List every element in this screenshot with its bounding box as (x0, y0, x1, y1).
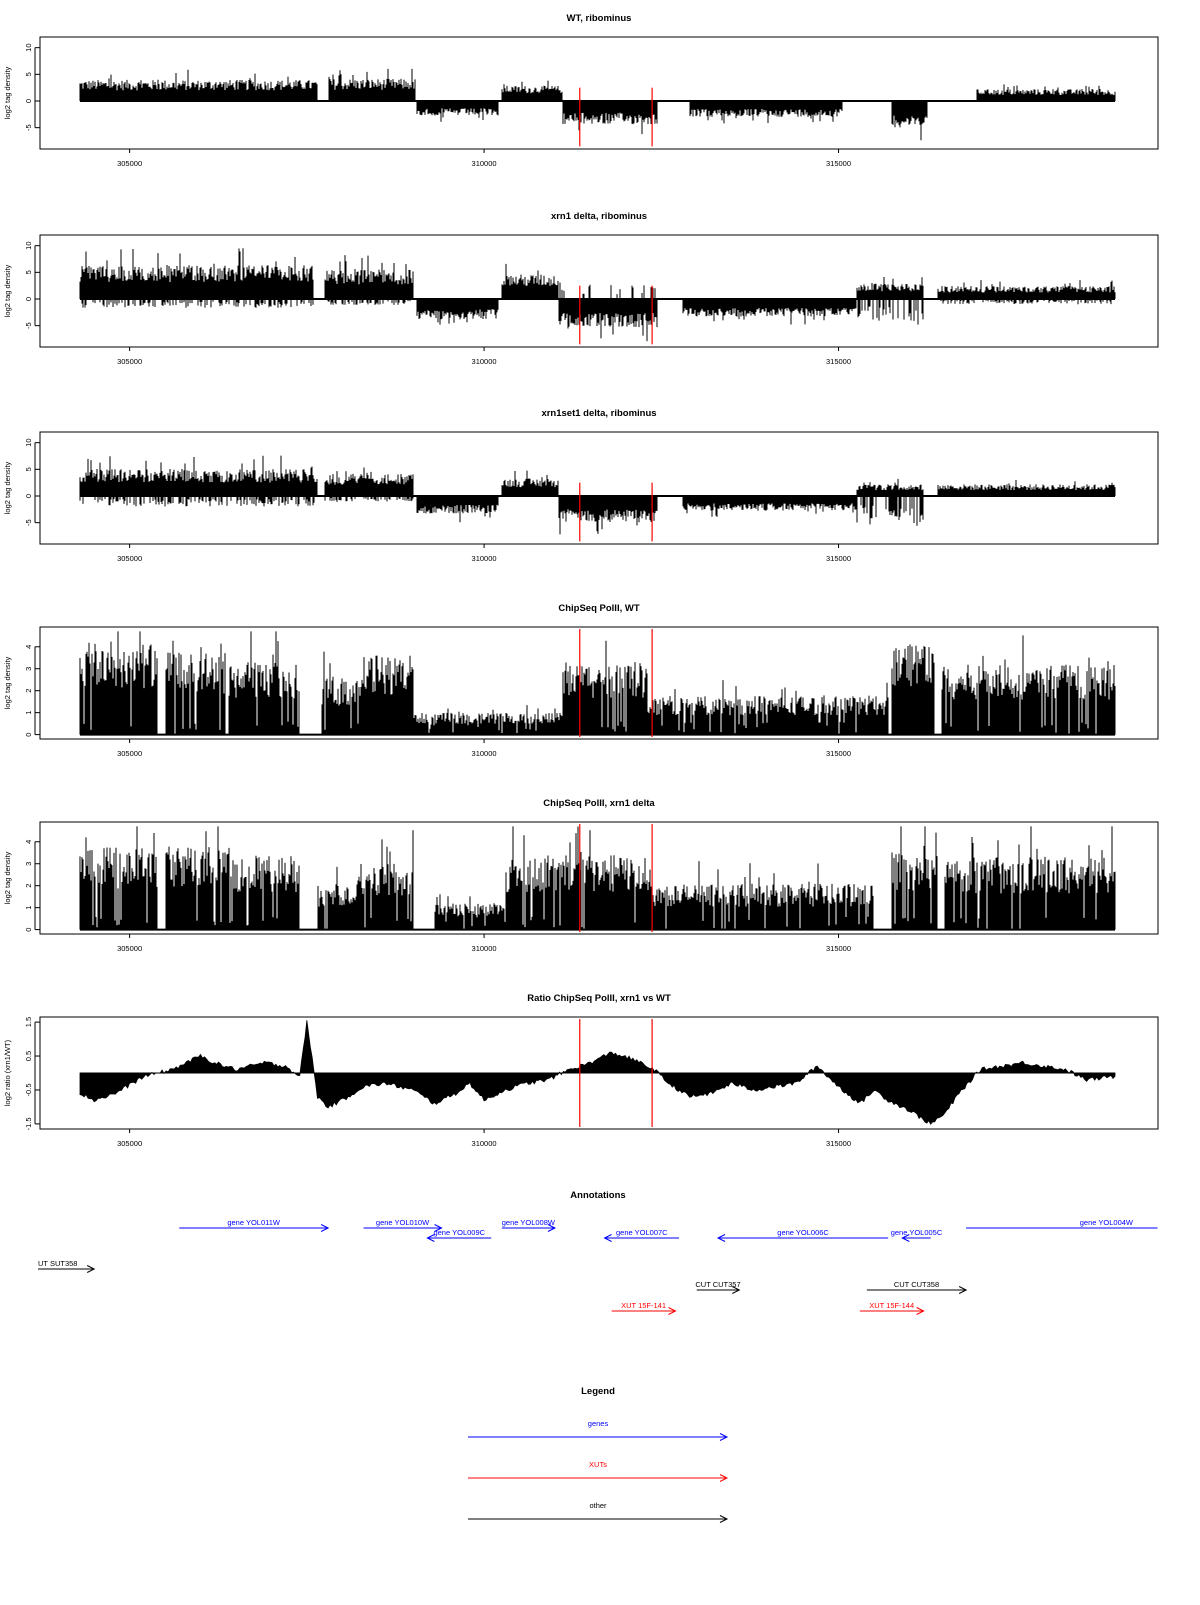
x-tick-label: 310000 (471, 554, 497, 563)
panel-1 (3, 13, 1158, 168)
annotation-label: gene YOL010W (375, 1218, 430, 1227)
signal-series (80, 631, 1115, 734)
y-tick-label: 0 (24, 927, 33, 932)
x-tick-label: 315000 (826, 1139, 852, 1148)
panel-3 (3, 408, 1158, 563)
y-tick-label: 3 (24, 861, 33, 866)
y-tick-label: -1.5 (24, 1117, 33, 1131)
annotation-gene-yol005c (891, 1228, 943, 1242)
y-tick-label: 0 (24, 493, 33, 499)
legend-title: Legend (581, 1386, 615, 1397)
y-tick-label: 0.5 (24, 1050, 33, 1062)
x-tick-label: 305000 (117, 554, 143, 563)
annotation-xut-15f-144 (860, 1301, 924, 1315)
y-tick-label: -5 (24, 322, 33, 330)
annotation-gene-yol011w (179, 1218, 328, 1232)
y-tick-label: 10 (24, 43, 33, 52)
annotation-label: XUT 15F-144 (869, 1301, 915, 1310)
signal-bars (80, 631, 1115, 734)
x-tick-label: 315000 (826, 357, 852, 366)
y-tick-label: 2 (24, 883, 33, 888)
panel-2 (3, 211, 1158, 366)
x-tick-label: 305000 (117, 944, 143, 953)
annotation-xut-15f-141 (612, 1301, 676, 1315)
signal-bars (80, 69, 1115, 140)
x-tick-label: 315000 (826, 749, 852, 758)
x-tick-label: 310000 (471, 749, 497, 758)
annotation-label: gene YOL005C (890, 1228, 943, 1237)
x-tick-label: 315000 (826, 159, 852, 168)
annotation-label: gene YOL009C (433, 1228, 486, 1237)
annotation-gene-yol007c (605, 1228, 679, 1242)
y-axis-label: log2 ratio (xrn1/WT) (3, 1039, 12, 1107)
y-axis-label: log2 tag density (3, 461, 12, 515)
signal-bars (80, 456, 1115, 535)
x-tick-label: 315000 (826, 944, 852, 953)
y-tick-label: 5 (24, 270, 33, 275)
panel-title: ChipSeq PolII, WT (558, 603, 640, 614)
panel-title: xrn1set1 delta, ribominus (541, 408, 657, 419)
panel-title: ChipSeq PolII, xrn1 delta (543, 798, 655, 809)
panel-title: WT, ribominus (566, 13, 632, 24)
signal-series (80, 69, 1115, 140)
annotation-gene-yol009c (427, 1228, 491, 1242)
x-tick-label: 305000 (117, 749, 143, 758)
legend-item-gene (468, 1419, 727, 1441)
annotation-gene-yol008w (502, 1218, 556, 1232)
annotation-cut-cut358 (867, 1280, 966, 1294)
signal-series (80, 456, 1115, 535)
signal-bars (80, 826, 1115, 929)
y-tick-label: 0 (24, 732, 33, 737)
y-tick-label: 0 (24, 296, 33, 302)
y-axis-label: log2 tag density (3, 264, 12, 318)
x-tick-label: 305000 (117, 1139, 143, 1148)
legend-panel (468, 1386, 727, 1523)
panel-title: xrn1 delta, ribominus (550, 211, 648, 222)
ratio-series (80, 1020, 1115, 1124)
ratio-area (80, 1020, 1115, 1124)
y-tick-label: 1 (24, 710, 33, 715)
y-axis-label: log2 tag density (3, 851, 12, 905)
legend-label: genes (587, 1419, 609, 1428)
y-tick-label: 5 (24, 72, 33, 77)
y-tick-label: 10 (24, 241, 33, 250)
y-tick-label: 1 (24, 905, 33, 910)
y-tick-label: 5 (24, 467, 33, 472)
y-tick-label: 3 (24, 666, 33, 671)
y-tick-label: 0 (24, 98, 33, 104)
panel-6 (3, 993, 1158, 1148)
annotation-label: CUT CUT357 (695, 1280, 741, 1289)
y-tick-label: 4 (24, 839, 33, 844)
y-tick-label: 10 (24, 438, 33, 447)
x-tick-label: 305000 (117, 159, 143, 168)
legend-item-other (468, 1501, 727, 1523)
x-tick-label: 310000 (471, 944, 497, 953)
annotation-gene-yol006c (718, 1228, 888, 1242)
signal-series (80, 248, 1115, 341)
annotation-gene-yol004w (966, 1218, 1157, 1228)
panel-5 (3, 798, 1158, 953)
annotation-label: UT SUT358 (38, 1259, 78, 1268)
y-tick-label: 2 (24, 688, 33, 693)
signal-bars (80, 248, 1115, 341)
annotations-panel (38, 1190, 1158, 1315)
x-tick-label: 315000 (826, 554, 852, 563)
annotation-ut-sut358 (38, 1259, 94, 1273)
y-axis-label: log2 tag density (3, 656, 12, 710)
y-axis-label: log2 tag density (3, 66, 12, 120)
x-tick-label: 310000 (471, 1139, 497, 1148)
annotation-label: gene YOL004W (1079, 1218, 1133, 1227)
y-tick-label: -0.5 (24, 1083, 33, 1097)
signal-series (80, 826, 1115, 929)
x-tick-label: 310000 (471, 159, 497, 168)
legend-label: other (589, 1501, 607, 1510)
annotation-gene-yol010w (364, 1218, 442, 1232)
y-tick-label: -5 (24, 519, 33, 527)
annotation-cut-cut357 (695, 1280, 740, 1294)
x-tick-label: 310000 (471, 357, 497, 366)
annotation-label: gene YOL011W (227, 1218, 281, 1227)
y-tick-label: 1.5 (24, 1016, 33, 1028)
y-tick-label: -5 (24, 124, 33, 132)
panel-title: Ratio ChipSeq PolII, xrn1 vs WT (527, 993, 671, 1004)
annotation-label: gene YOL006C (777, 1228, 829, 1237)
panel-4 (3, 603, 1158, 758)
y-tick-label: 4 (24, 644, 33, 649)
annotation-label: CUT CUT358 (893, 1280, 940, 1289)
annotation-label: XUT 15F-141 (621, 1301, 667, 1310)
legend-label: XUTs (589, 1460, 607, 1469)
annotation-label: gene YOL008W (501, 1218, 555, 1227)
legend-item-xut (468, 1460, 727, 1482)
annotation-label: gene YOL007C (616, 1228, 668, 1237)
annotations-title: Annotations (570, 1190, 626, 1201)
x-tick-label: 305000 (117, 357, 143, 366)
